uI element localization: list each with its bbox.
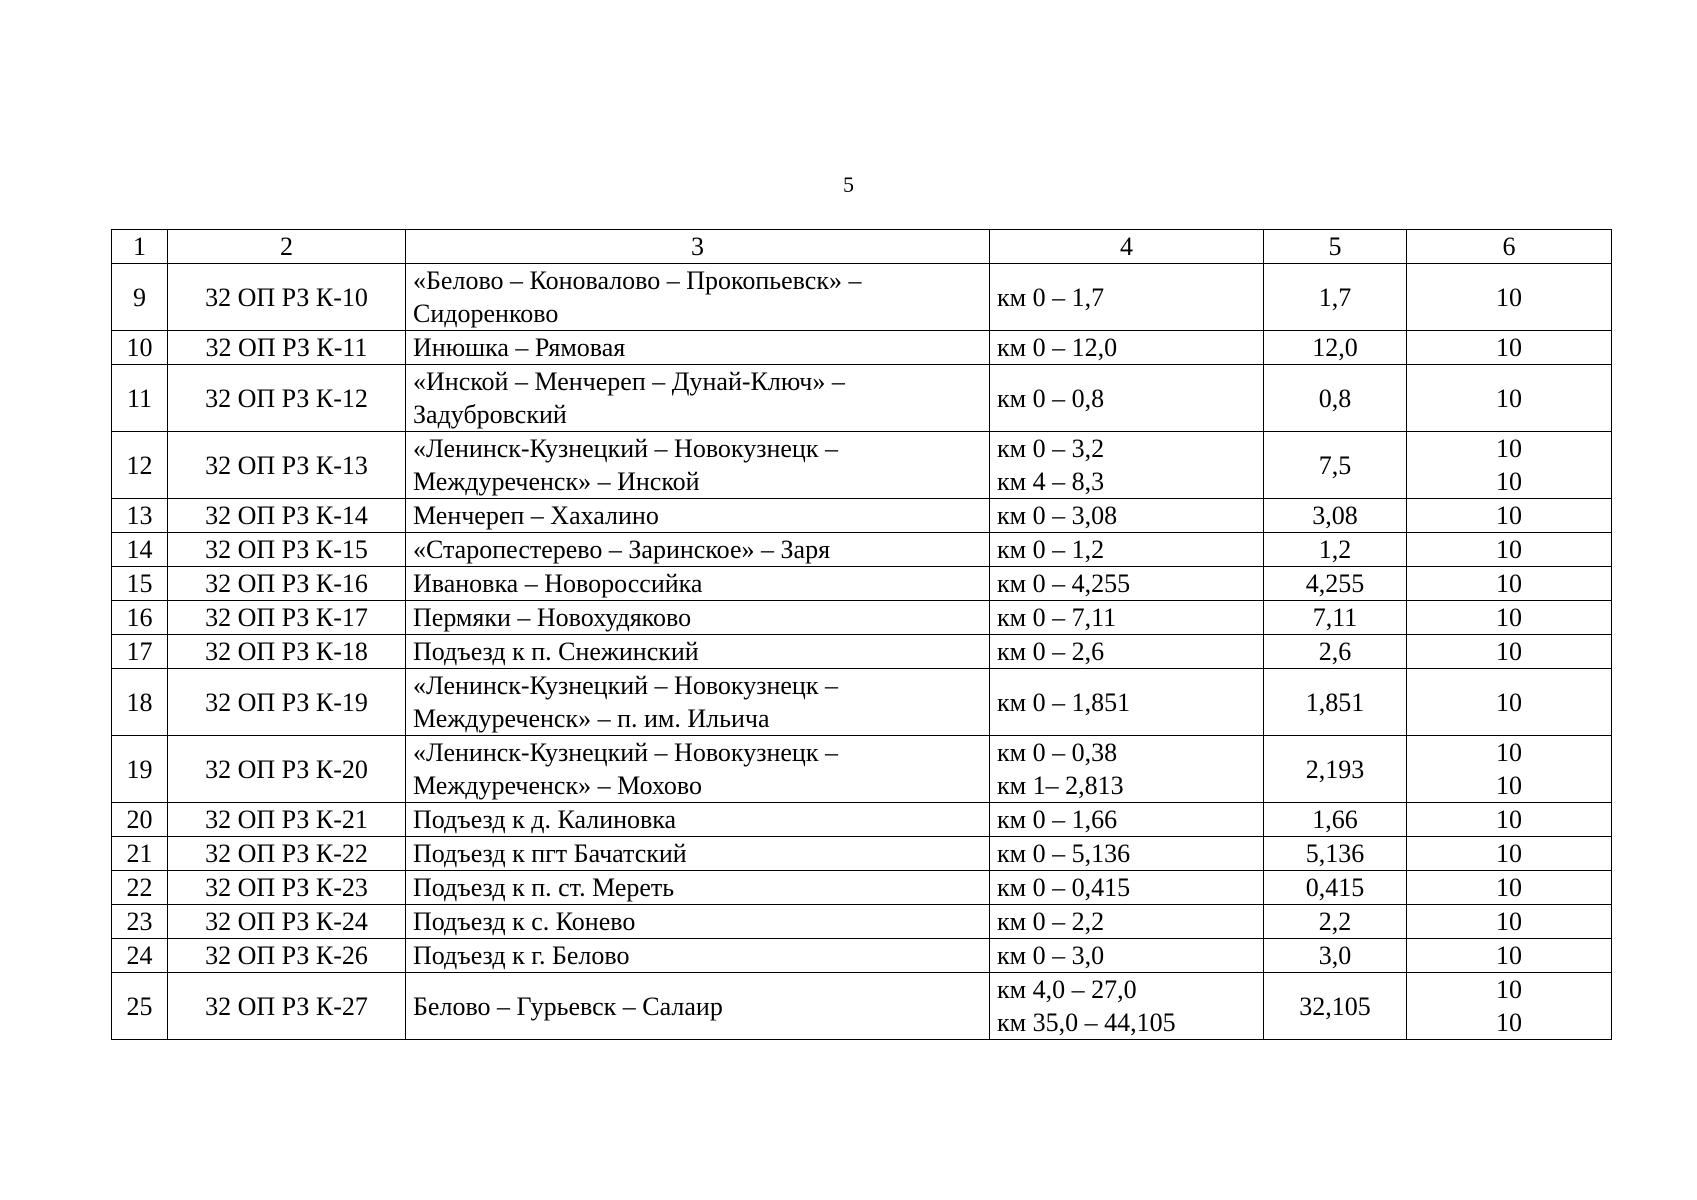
row-number-cell: 23 — [112, 905, 168, 939]
km-range-cell — [990, 601, 1264, 635]
km-range-cell-line: км 4 – 8,3 — [997, 467, 1105, 496]
header-cell-6: 6 — [1407, 230, 1612, 264]
row-number-cell: 13 — [112, 499, 168, 533]
table-row — [112, 939, 1612, 973]
road-name-cell-line: Задубровский — [413, 400, 567, 429]
road-code-cell: 32 ОП РЗ К-23 — [168, 871, 406, 905]
road-name-cell — [406, 905, 990, 939]
value-cell-line: 10 — [1496, 501, 1522, 530]
km-range-cell-line: км 4,0 – 27,0 — [997, 975, 1137, 1004]
table-header-row — [112, 230, 1612, 264]
header-cell-5: 5 — [1264, 230, 1407, 264]
km-range-cell-line: км 0 – 3,2 — [997, 434, 1105, 463]
value-cell — [1407, 264, 1612, 331]
road-name-cell — [406, 837, 990, 871]
road-code-cell: 32 ОП РЗ К-21 — [168, 803, 406, 837]
road-name-cell — [406, 533, 990, 567]
row-number-cell: 20 — [112, 803, 168, 837]
km-range-cell-line: км 0 – 0,38 — [997, 738, 1118, 767]
value-cell — [1407, 669, 1612, 736]
length-cell: 5,136 — [1264, 837, 1407, 871]
value-cell — [1407, 331, 1612, 365]
value-cell-line: 10 — [1496, 333, 1522, 362]
road-code-cell: 32 ОП РЗ К-12 — [168, 365, 406, 432]
km-range-cell — [990, 432, 1264, 499]
table-row — [112, 803, 1612, 837]
length-cell: 3,08 — [1264, 499, 1407, 533]
km-range-cell-line: км 0 – 4,255 — [997, 569, 1131, 598]
row-number-cell: 10 — [112, 331, 168, 365]
table-row — [112, 905, 1612, 939]
length-cell: 7,11 — [1264, 601, 1407, 635]
road-code-cell: 32 ОП РЗ К-16 — [168, 567, 406, 601]
km-range-cell-line: км 0 – 0,415 — [997, 873, 1131, 902]
table-row — [112, 601, 1612, 635]
value-cell — [1407, 973, 1612, 1040]
road-name-cell-line: «Ленинск-Кузнецкий – Новокузнецк – — [413, 738, 838, 767]
value-cell-line: 10 — [1496, 941, 1522, 970]
header-cell-4: 4 — [990, 230, 1264, 264]
road-name-cell-line: Подъезд к д. Калиновка — [413, 805, 677, 834]
road-code-cell: 32 ОП РЗ К-13 — [168, 432, 406, 499]
road-name-cell-line: Подъезд к п. ст. Мереть — [413, 873, 675, 902]
road-code-cell: 32 ОП РЗ К-22 — [168, 837, 406, 871]
road-name-cell — [406, 939, 990, 973]
road-name-cell — [406, 432, 990, 499]
length-cell: 0,8 — [1264, 365, 1407, 432]
km-range-cell-line: км 0 – 5,136 — [997, 839, 1131, 868]
road-name-cell — [406, 871, 990, 905]
length-cell: 7,5 — [1264, 432, 1407, 499]
table-row — [112, 837, 1612, 871]
value-cell-line: 10 — [1496, 569, 1522, 598]
road-name-cell-line: Ивановка – Новороссийка — [413, 569, 703, 598]
km-range-cell — [990, 736, 1264, 803]
road-name-cell-line: «Ленинск-Кузнецкий – Новокузнецк – — [413, 671, 838, 700]
road-name-cell — [406, 365, 990, 432]
km-range-cell-line: км 0 – 1,851 — [997, 687, 1131, 717]
value-cell-line: 10 — [1496, 771, 1522, 800]
km-range-cell-line: км 0 – 3,0 — [997, 941, 1105, 970]
table-row — [112, 432, 1612, 499]
road-code-cell: 32 ОП РЗ К-17 — [168, 601, 406, 635]
value-cell-line: 10 — [1496, 687, 1522, 717]
value-cell — [1407, 905, 1612, 939]
road-name-cell-line: «Ленинск-Кузнецкий – Новокузнецк – — [413, 434, 838, 463]
row-number-cell: 25 — [112, 973, 168, 1040]
km-range-cell-line: км 1– 2,813 — [997, 771, 1124, 800]
value-cell — [1407, 567, 1612, 601]
road-name-cell-line: Подъезд к п. Снежинский — [413, 637, 699, 666]
table-row — [112, 669, 1612, 736]
road-name-cell-line: «Белово – Коновалово – Прокопьевск» – — [413, 266, 862, 295]
header-cell-3: 3 — [406, 230, 990, 264]
length-cell: 2,2 — [1264, 905, 1407, 939]
value-cell — [1407, 803, 1612, 837]
value-cell-line: 10 — [1496, 975, 1522, 1004]
km-range-cell — [990, 499, 1264, 533]
row-number-cell: 17 — [112, 635, 168, 669]
row-number-cell: 12 — [112, 432, 168, 499]
road-name-cell-line: Подъезд к г. Белово — [413, 941, 630, 970]
value-cell-line: 10 — [1496, 282, 1522, 312]
km-range-cell — [990, 567, 1264, 601]
length-cell: 1,66 — [1264, 803, 1407, 837]
value-cell — [1407, 736, 1612, 803]
road-code-cell: 32 ОП РЗ К-20 — [168, 736, 406, 803]
table-row — [112, 567, 1612, 601]
row-number-cell: 18 — [112, 669, 168, 736]
km-range-cell-line: км 0 – 2,2 — [997, 907, 1105, 936]
roads-table — [111, 229, 1612, 1040]
value-cell-line: 10 — [1496, 805, 1522, 834]
table-row — [112, 871, 1612, 905]
road-name-cell — [406, 803, 990, 837]
road-code-cell: 32 ОП РЗ К-11 — [168, 331, 406, 365]
table-row — [112, 635, 1612, 669]
row-number-cell: 15 — [112, 567, 168, 601]
road-name-cell — [406, 567, 990, 601]
row-number-cell: 24 — [112, 939, 168, 973]
road-name-cell — [406, 264, 990, 331]
km-range-cell-line: км 0 – 3,08 — [997, 501, 1118, 530]
length-cell: 4,255 — [1264, 567, 1407, 601]
road-code-cell: 32 ОП РЗ К-18 — [168, 635, 406, 669]
road-name-cell-line: Междуреченск» – Мохово — [413, 771, 703, 800]
km-range-cell — [990, 533, 1264, 567]
value-cell-line: 10 — [1496, 839, 1522, 868]
km-range-cell — [990, 871, 1264, 905]
row-number-cell: 22 — [112, 871, 168, 905]
row-number-cell: 16 — [112, 601, 168, 635]
table-row — [112, 331, 1612, 365]
table-row — [112, 365, 1612, 432]
row-number-cell: 21 — [112, 837, 168, 871]
header-cell-1: 1 — [112, 230, 168, 264]
road-name-cell-line: Междуреченск» – п. им. Ильича — [413, 704, 770, 733]
length-cell: 1,7 — [1264, 264, 1407, 331]
road-name-cell-line: «Инской – Менчереп – Дунай-Ключ» – — [413, 367, 845, 396]
row-number-cell: 19 — [112, 736, 168, 803]
km-range-cell-line: км 35,0 – 44,105 — [997, 1008, 1176, 1037]
km-range-cell — [990, 905, 1264, 939]
value-cell-line: 10 — [1496, 383, 1522, 413]
km-range-cell-line: км 0 – 2,6 — [997, 637, 1105, 666]
km-range-cell-line: км 0 – 7,11 — [997, 603, 1117, 632]
km-range-cell-line: км 0 – 12,0 — [997, 333, 1118, 362]
row-number-cell: 9 — [112, 264, 168, 331]
road-name-cell-line: Подъезд к с. Конево — [413, 907, 636, 936]
value-cell — [1407, 365, 1612, 432]
value-cell — [1407, 837, 1612, 871]
length-cell: 2,6 — [1264, 635, 1407, 669]
row-number-cell: 14 — [112, 533, 168, 567]
value-cell — [1407, 432, 1612, 499]
value-cell-line: 10 — [1496, 738, 1522, 767]
road-name-cell — [406, 973, 990, 1040]
value-cell-line: 10 — [1496, 603, 1522, 632]
road-code-cell: 32 ОП РЗ К-14 — [168, 499, 406, 533]
length-cell: 2,193 — [1264, 736, 1407, 803]
value-cell-line: 10 — [1496, 1008, 1522, 1037]
length-cell: 0,415 — [1264, 871, 1407, 905]
road-name-cell-line: Пермяки – Новохудяково — [413, 603, 692, 632]
road-code-cell: 32 ОП РЗ К-24 — [168, 905, 406, 939]
value-cell-line: 10 — [1496, 873, 1522, 902]
road-name-cell — [406, 736, 990, 803]
road-code-cell: 32 ОП РЗ К-27 — [168, 973, 406, 1040]
value-cell — [1407, 939, 1612, 973]
road-name-cell-line: Белово – Гурьевск – Салаир — [413, 991, 723, 1021]
km-range-cell-line: км 0 – 1,7 — [997, 282, 1105, 312]
km-range-cell — [990, 365, 1264, 432]
value-cell — [1407, 533, 1612, 567]
table-row — [112, 264, 1612, 331]
km-range-cell — [990, 264, 1264, 331]
value-cell-line: 10 — [1496, 535, 1522, 564]
km-range-cell — [990, 803, 1264, 837]
road-name-cell-line: Сидоренково — [413, 299, 559, 328]
road-code-cell: 32 ОП РЗ К-26 — [168, 939, 406, 973]
page-number: 5 — [843, 172, 854, 197]
road-code-cell: 32 ОП РЗ К-10 — [168, 264, 406, 331]
km-range-cell — [990, 837, 1264, 871]
km-range-cell — [990, 669, 1264, 736]
header-cell-2: 2 — [168, 230, 406, 264]
table-body — [112, 230, 1612, 1040]
table-row — [112, 533, 1612, 567]
road-code-cell: 32 ОП РЗ К-19 — [168, 669, 406, 736]
road-name-cell — [406, 499, 990, 533]
road-name-cell — [406, 331, 990, 365]
km-range-cell-line: км 0 – 0,8 — [997, 383, 1105, 413]
table-row — [112, 736, 1612, 803]
length-cell: 32,105 — [1264, 973, 1407, 1040]
road-name-cell — [406, 669, 990, 736]
length-cell: 1,2 — [1264, 533, 1407, 567]
length-cell: 1,851 — [1264, 669, 1407, 736]
km-range-cell-line: км 0 – 1,66 — [997, 805, 1118, 834]
value-cell-line: 10 — [1496, 467, 1522, 496]
km-range-cell — [990, 939, 1264, 973]
row-number-cell: 11 — [112, 365, 168, 432]
value-cell — [1407, 499, 1612, 533]
km-range-cell — [990, 331, 1264, 365]
length-cell: 3,0 — [1264, 939, 1407, 973]
value-cell-line: 10 — [1496, 637, 1522, 666]
road-name-cell-line: Подъезд к пгт Бачатский — [413, 839, 687, 868]
km-range-cell — [990, 635, 1264, 669]
road-name-cell-line: Инюшка – Рямовая — [413, 333, 626, 362]
km-range-cell — [990, 973, 1264, 1040]
value-cell — [1407, 601, 1612, 635]
road-name-cell-line: Менчереп – Хахалино — [413, 501, 659, 530]
length-cell: 12,0 — [1264, 331, 1407, 365]
value-cell — [1407, 871, 1612, 905]
road-name-cell-line: Междуреченск» – Инской — [413, 467, 700, 496]
road-name-cell — [406, 635, 990, 669]
road-name-cell — [406, 601, 990, 635]
km-range-cell-line: км 0 – 1,2 — [997, 535, 1105, 564]
road-code-cell: 32 ОП РЗ К-15 — [168, 533, 406, 567]
value-cell-line: 10 — [1496, 907, 1522, 936]
value-cell — [1407, 635, 1612, 669]
table-row — [112, 499, 1612, 533]
value-cell-line: 10 — [1496, 434, 1522, 463]
road-name-cell-line: «Старопестерево – Заринское» – Заря — [413, 535, 831, 564]
table-row — [112, 973, 1612, 1040]
